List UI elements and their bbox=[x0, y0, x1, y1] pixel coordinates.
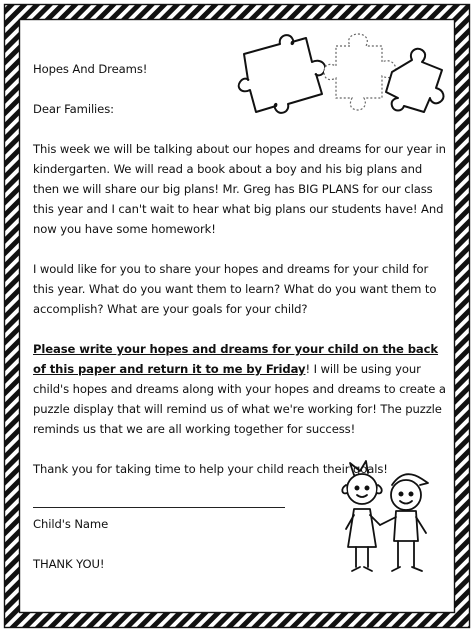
paragraph-request: I would like for you to share your hopes and dreams for your child for this year. What do you want them to learn? What do you want them to accomplish? What are your goals for your child? bbox=[33, 262, 437, 316]
paragraph-intro: This week we will be talking about our hopes and dreams for our year in kindergarten. We will read a book about a boy and his big plans and then we will share our big plans! Mr. Greg has BIG PLANS for our class this year and I can't wait to hear what big plans our students have! And now you have some homework! bbox=[33, 142, 446, 236]
signature-line bbox=[33, 507, 285, 508]
homework-details: ! I will be using your child's hopes and dreams along with your hopes and dreams to create a puzzle display that will remind us of what we're working for! The puzzle reminds us that we are all working together for success! bbox=[33, 362, 446, 436]
homework-instruction: Please write your hopes and dreams for your child on the back of this paper and return it to me by Friday bbox=[33, 342, 439, 376]
letter-salutation: Dear Families: bbox=[33, 102, 114, 116]
closing-text: THANK YOU! bbox=[33, 557, 105, 571]
paragraph-thanks: Thank you for taking time to help your child reach their goals! bbox=[33, 462, 388, 476]
letter-title: Hopes And Dreams! bbox=[33, 62, 148, 76]
paragraph-homework bbox=[33, 339, 447, 439]
letter-body bbox=[33, 59, 447, 574]
child-name-label: Child's Name bbox=[33, 517, 109, 531]
